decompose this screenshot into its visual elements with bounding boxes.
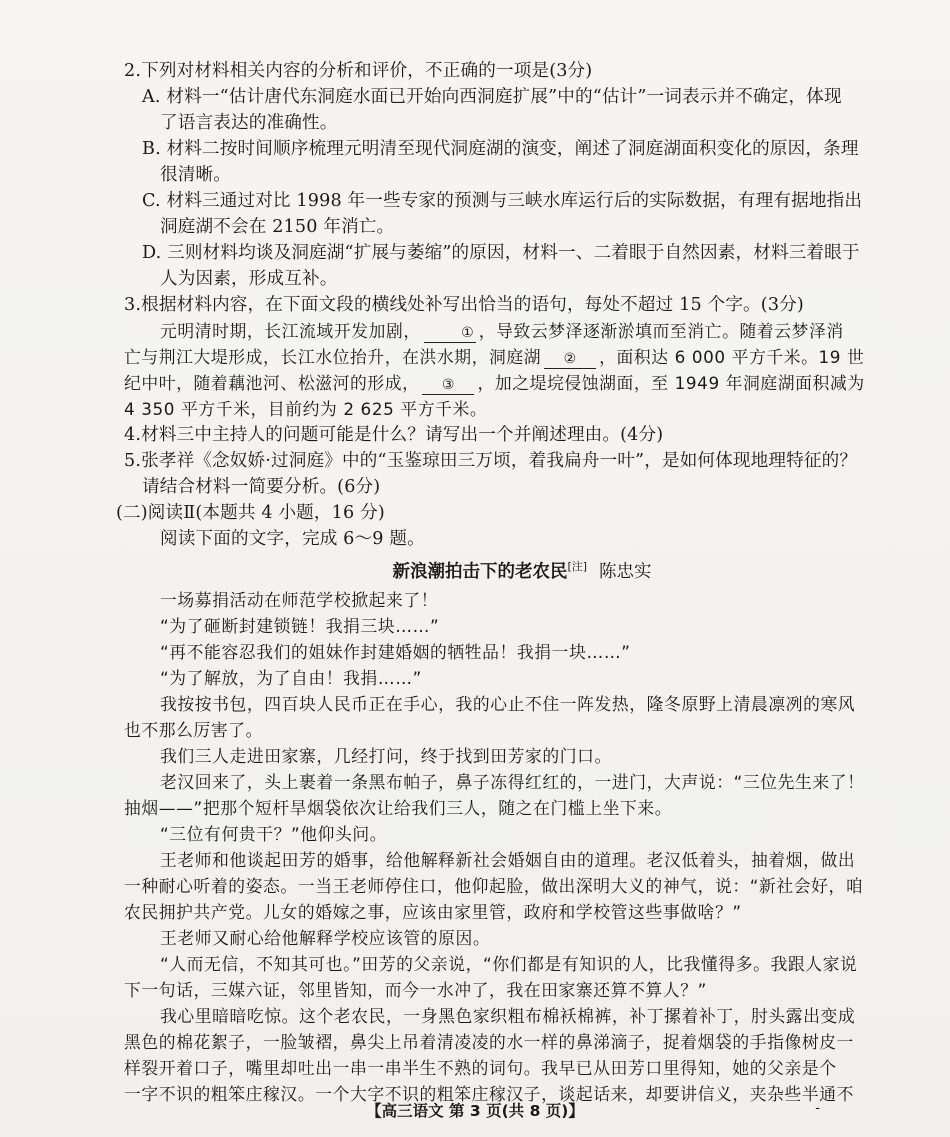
q2-option-d: D. 三则材料均谈及洞庭湖“扩展与萎缩”的原因，材料一、二着眼于自然因素，材料三着眼于 <box>142 243 860 263</box>
story-paragraph: 王老师和他谈起田芳的婚事，给他解释新社会婚姻自由的道理。老汉低着头，抽着烟，做出 <box>160 849 856 870</box>
story-paragraph: “再不能容忍我们的姐妹作封建婚姻的牺牲品！我捐一块……” <box>160 641 631 662</box>
blank-1[interactable]: ① <box>424 324 476 343</box>
q5-stem-cont: 请结合材料一简要分析。(6分) <box>142 477 381 497</box>
q3-passage-line <box>124 344 865 370</box>
q3-passage-line: 4 350 平方千米，目前约为 2 625 平方千米。 <box>124 399 488 419</box>
story-title-text: 新浪潮拍击下的老农民 <box>392 561 568 582</box>
story-paragraph: 一场募捐活动在师范学校掀起来了！ <box>160 589 439 610</box>
q2-option-b: B. 材料二按时间顺序梳理元明清至现代洞庭湖的演变，阐述了洞庭湖面积变化的原因，条理 <box>142 139 859 159</box>
q2-option-b-cont: 很清晰。 <box>160 165 231 185</box>
q2-option-a-cont: 了语言表达的准确性。 <box>160 113 338 133</box>
blank-3[interactable]: ③ <box>422 376 474 395</box>
story-paragraph: “三位有何贵干？”他仰头问。 <box>160 823 388 844</box>
story-paragraph-cont: 抽烟——”把那个短杆旱烟袋依次让给我们三人，随之在门槛上坐下来。 <box>124 797 673 818</box>
q2-option-d-cont: 人为因素，形成互补。 <box>160 269 338 289</box>
blank-2[interactable]: ② <box>544 350 596 369</box>
q3-text: ，加之堤垸侵蚀湖面，至 1949 年洞庭湖面积减为 <box>477 373 865 393</box>
story-paragraph-cont: 一字不识的粗笨庄稼汉。一个大字不识的粗笨庄稼汉子，谈起话来，却要讲信义，夹杂些半通不 <box>124 1083 855 1104</box>
q3-passage-line <box>124 318 850 344</box>
q2-stem: 2.下列对材料相关内容的分析和评价，不正确的一项是(3分) <box>124 61 593 81</box>
q3-passage-line <box>124 370 865 396</box>
story-author: 陈忠实 <box>599 561 652 582</box>
q2-option-c-cont: 洞庭湖不会在 2150 年消亡。 <box>160 217 395 237</box>
q3-text: 亡与荆江大堤形成，长江水位抬升，在洪水期，洞庭湖 <box>124 347 542 367</box>
section-heading: (二)阅读Ⅱ(本题共 4 小题，16 分) <box>116 503 385 523</box>
story-paragraph-cont: 也不那么厉害了。 <box>124 719 264 740</box>
page-footer: 【高三语文 第 3 页(共 8 页)】 <box>366 1102 584 1120</box>
q5-stem: 5.张孝祥《念奴娇·过洞庭》中的“玉鉴琼田三万顷，着我扁舟一叶”，是如何体现地理特征的？ <box>124 451 858 471</box>
corner-mark: - <box>815 1100 820 1116</box>
q2-option-a: A. 材料一“估计唐代东洞庭水面已开始向西洞庭扩展”中的“估计”一词表示并不确定，体现 <box>142 87 842 107</box>
story-paragraph: “为了解放，为了自由！我捐……” <box>160 667 422 688</box>
story-paragraph: 我按按书包，四百块人民币正在手心，我的心止不住一阵发热，隆冬原野上清晨凛冽的寒风 <box>160 693 856 714</box>
q2-option-c: C. 材料三通过对比 1998 年一些专家的预测与三峡水库运行后的实际数据，有理有据地指出 <box>142 191 863 211</box>
footnote-mark[interactable]: [注] <box>567 560 588 573</box>
q3-stem: 3.根据材料内容，在下面文段的横线处补写出恰当的语句，每处不超过 15 个字。(3分) <box>124 295 804 315</box>
story-paragraph: “为了砸断封建锁链！我捐三块……” <box>160 615 440 636</box>
story-paragraph: 老汉回来了，头上裹着一条黑布帕子，鼻子冻得红红的，一进门，大声说：“三位先生来了！ <box>160 771 865 792</box>
section-instruction: 阅读下面的文字，完成 6～9 题。 <box>160 529 425 549</box>
q3-text: 纪中叶，随着藕池河、松滋河的形成， <box>124 373 420 393</box>
story-paragraph-cont: 农民拥护共产党。儿女的婚嫁之事，应该由家里管，政府和学校管这些事做啥？” <box>124 901 742 922</box>
story-title <box>194 552 850 587</box>
story-paragraph-cont: 样裂开着口子，嘴里却吐出一串一串半生不熟的词句。我早已从田芳口里得知，她的父亲是个 <box>124 1057 837 1078</box>
q3-text: 元明清时期，长江流域开发加剧， <box>160 321 421 341</box>
q3-text: ，导致云梦泽逐渐淤填而至消亡。随着云梦泽消 <box>478 321 844 341</box>
story-paragraph-cont: 下一句话，三媒六证，邻里皆知，而今一水冲了，我在田家寨还算不算人？” <box>124 979 707 1000</box>
story-paragraph: “人而无信，不知其可也。”田芳的父亲说，“你们都是有知识的人，比我懂得多。我跟人家说 <box>160 953 858 974</box>
q4-stem: 4.材料三中主持人的问题可能是什么？请写出一个并阐述理由。(4分) <box>124 425 664 445</box>
story-paragraph: 我心里暗暗吃惊。这个老农民，一身黑色家织粗布棉袄棉裤，补丁摞着补丁，肘头露出变成 <box>160 1005 856 1026</box>
story-paragraph: 王老师又耐心给他解释学校应该管的原因。 <box>160 927 491 948</box>
story-paragraph-cont: 一种耐心听着的姿态。一当王老师停住口，他仰起脸，做出深明大义的神气，说：“新社会好，咱 <box>124 875 864 896</box>
story-paragraph-cont: 黑色的棉花絮子，一脸皱褶，鼻尖上吊着清凌凌的水一样的鼻涕滴子，捉着烟袋的手指像树皮一 <box>124 1031 855 1052</box>
story-paragraph: 我们三人走进田家寨，几经打问，终于找到田芳家的门口。 <box>160 745 612 766</box>
q3-text: ，面积达 6 000 平方千米。19 世 <box>599 347 865 367</box>
